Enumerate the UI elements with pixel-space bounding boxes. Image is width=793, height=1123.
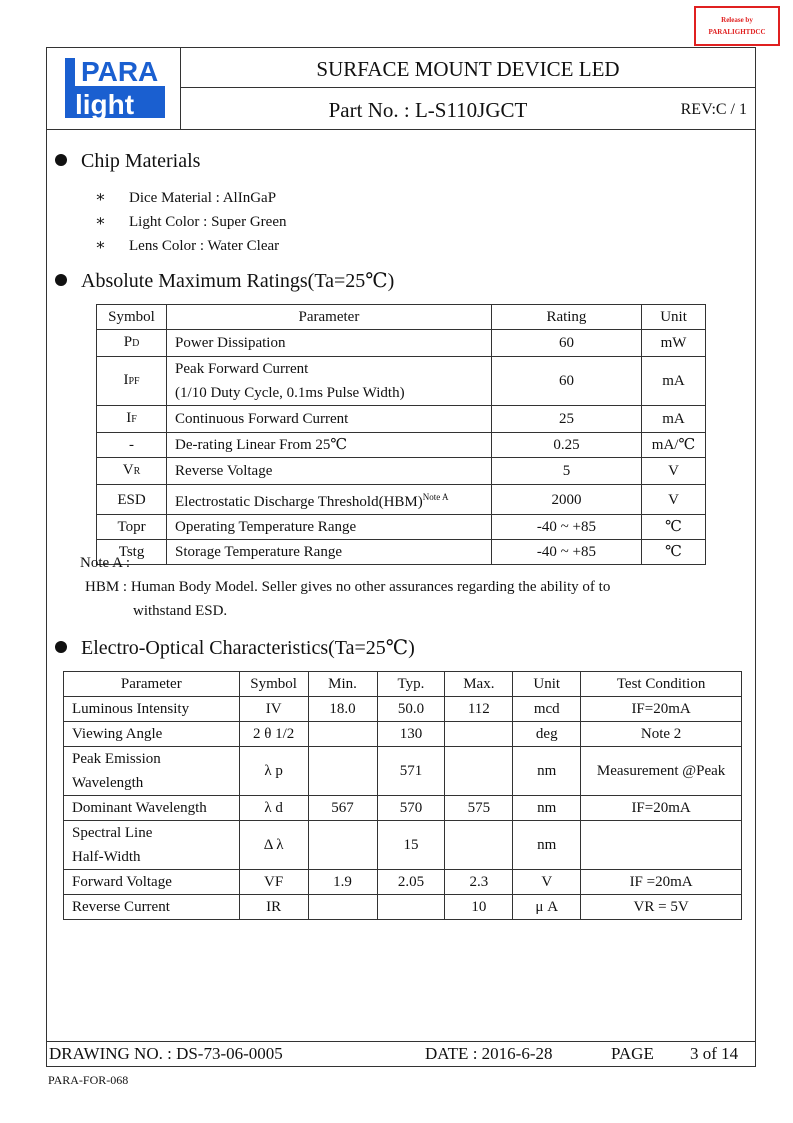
list-item: ∗ Lens Color : Water Clear: [95, 234, 286, 258]
section-chip-materials: [55, 149, 200, 173]
list-item: ∗ Light Color : Super Green: [95, 210, 286, 234]
page-number: 3 of 14: [690, 1044, 739, 1063]
table-header-row: Symbol Parameter Rating Unit: [97, 305, 706, 330]
drawing-number: DRAWING NO. : DS-73-06-0005: [49, 1044, 283, 1063]
stamp-line2: PARALIGHTDCC: [708, 28, 766, 36]
footer-divider: [47, 1041, 755, 1042]
note-a-label: Note A :: [80, 555, 131, 571]
table-row: - De-rating Linear From 25℃ 0.25 mA/℃: [97, 433, 706, 458]
document-date: DATE : 2016-6-28: [425, 1044, 553, 1063]
section-title: Chip Materials: [81, 150, 201, 172]
section-absolute-max-ratings: [55, 269, 394, 293]
table-row: Dominant Wavelength λ d 567 570 575 nm IF=20mA: [64, 796, 742, 821]
table-row: Luminous Intensity IV 18.0 50.0 112 mcd IF=20mA: [64, 697, 742, 722]
table-row: ESD Electrostatic Discharge Threshold(HBM)$^{Note A}$ 2000 V: [97, 485, 706, 515]
bullet-icon: [55, 154, 67, 166]
chip-materials-list: [95, 186, 286, 258]
page-label: PAGE: [611, 1044, 654, 1063]
asterisk-icon: ∗: [95, 213, 106, 230]
stamp-line1: Release by: [721, 16, 753, 24]
para-light-logo: [61, 56, 167, 120]
table-row: Viewing Angle 2 θ 1/2 130 deg Note 2: [64, 722, 742, 747]
logo-cell: [47, 48, 181, 130]
table-row: IPF Peak Forward Current (1/10 Duty Cycle, 0.1ms Pulse Width) 60 mA: [97, 357, 706, 406]
table-header-row: Parameter Symbol Min. Typ. Max. Unit Test Condition: [64, 672, 742, 697]
table-row: Reverse Current IR 10 μ A VR = 5V: [64, 895, 742, 920]
note-a-text-line2: withstand ESD.: [133, 603, 228, 619]
table-row: PD Power Dissipation 60 mW: [97, 330, 706, 357]
form-number: PARA-FOR-068: [48, 1073, 129, 1087]
electro-optical-table: [63, 671, 742, 920]
asterisk-icon: ∗: [95, 237, 106, 254]
table-row: Forward Voltage VF 1.9 2.05 2.3 V IF =20mA: [64, 870, 742, 895]
table-row: Tstg Storage Temperature Range -40 ~ +85 ℃: [97, 540, 706, 565]
table-row: Peak Emission Wavelength λ p 571 nm Measurement @Peak: [64, 747, 742, 796]
section-electro-optical: [55, 636, 415, 660]
logo-top-text: PARA: [81, 56, 159, 87]
page-frame: [46, 47, 756, 1067]
logo-bottom-text: light: [75, 89, 135, 120]
bullet-icon: [55, 274, 67, 286]
note-a-text-line1: HBM : Human Body Model. Seller gives no other assurances regarding the ability of to: [85, 579, 611, 595]
section-title: Electro-Optical Characteristics(Ta=25℃): [81, 637, 415, 659]
part-number: Part No. : L-S110JGCT: [328, 98, 528, 122]
asterisk-icon: ∗: [95, 189, 106, 206]
table-row: Topr Operating Temperature Range -40 ~ +85 ℃: [97, 515, 706, 540]
revision: REV:C / 1: [680, 101, 747, 118]
section-title: Absolute Maximum Ratings(Ta=25℃): [81, 270, 395, 292]
release-stamp: [694, 6, 780, 46]
absolute-max-ratings-table: [96, 304, 706, 565]
bullet-icon: [55, 641, 67, 653]
table-row: Spectral Line Half-Width Δ λ 15 nm: [64, 821, 742, 870]
part-number-row: [181, 88, 755, 130]
document-title: SURFACE MOUNT DEVICE LED: [181, 48, 755, 88]
table-row: IF Continuous Forward Current 25 mA: [97, 406, 706, 433]
list-item: ∗ Dice Material : AlInGaP: [95, 186, 286, 210]
table-row: VR Reverse Voltage 5 V: [97, 458, 706, 485]
